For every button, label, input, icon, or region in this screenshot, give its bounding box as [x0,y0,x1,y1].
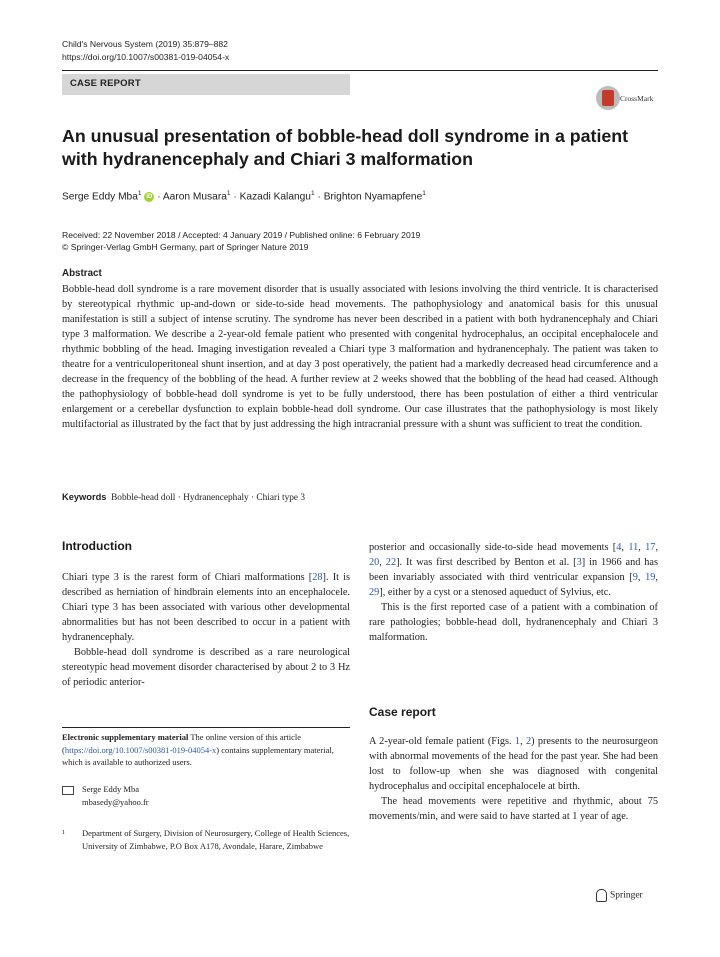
publication-dates [62,229,420,253]
supplementary-label: Electronic supplementary material [62,732,189,742]
figure-link[interactable]: 1 [514,736,521,747]
keywords-list: Bobble-head doll · Hydranencephaly · Chiari type 3 [111,493,305,503]
footnote-rule [62,727,350,728]
right-column-top [369,540,658,645]
right-column-bottom [369,734,658,824]
contact-email[interactable]: mbasedy@yahoo.fr [82,796,149,807]
introduction-heading: Introduction [62,539,132,553]
crossmark-icon [596,86,620,110]
corresponding-author [62,783,350,808]
journal-citation: Child's Nervous System (2019) 35:879–882 [62,39,228,49]
author-name[interactable]: Serge Eddy Mba [62,191,138,203]
citation-link[interactable]: 28 [312,572,323,583]
copyright-line: © Springer-Verlag GmbH Germany, part of Springer Nature 2019 [62,242,309,252]
intro-paragraph-1: Chiari type 3 is the rarest form of Chiari malformations [28]. It is described as herniation of hindbrain elements into an encephalocele. Chiari type 3 has been associated with various other developmental abnormalities but has not been described to occur in a patient with hydranencephaly. [62,572,351,643]
author-affiliation-mark: 1 [226,190,231,197]
citation-link[interactable]: 4 [616,542,622,553]
history-dates: Received: 22 November 2018 / Accepted: 4 January 2019 / Published online: 6 February 2019 [62,230,421,240]
journal-header [62,38,229,64]
orcid-icon[interactable]: iD [146,193,153,200]
intro-paragraph-2-continued: posterior and occasionally side-to-side head movements [4, 11, 17, 20, 22]. It was first described by Benton et al. [3] in 1966 and has been invariably associated with third ventricular expansion [9, 19, 29], either by a cyst or a stenosed aqueduct of Sylvius, etc. [369,542,659,598]
citation-link[interactable]: 3 [576,557,582,568]
publisher-logo [596,889,643,902]
citation-link[interactable]: 17 [645,542,656,553]
article-category-band [62,74,350,95]
abstract-heading: Abstract [62,268,102,279]
publisher-name: Springer [610,890,643,901]
figure-link[interactable]: 2 [525,736,532,747]
abstract-text: Bobble-head doll syndrome is a rare movement disorder that is usually associated with lesions involving the third ventricle. It is characterised by stereotypical rhythmic up-and-down or side-to-side head movements. The pathophysiology and anatomical basis for this unusual manifestation is still a subject of intense scrutiny. The syndrome has never been described in a patient with both hydranencephaly and Chiari type 3 malformation. We describe a 2-year-old female patient who presented with congenital hydrocephalus, an occipital encephalocele and rhythmic bobbling of the head. Imaging investigation revealed a Chiari type 3 malformation and hydranencephaly. The patient was taken to theatre for a ventriculoperitoneal shunt insertion, and at day 3 post operatively, the patient had a markedly decreased head circumference and a decrease in the frequency of the bobbling of the head. A further review at 2 weeks showed that the bobbling of the head had ceased. Although the pathophysiology of bobble-head doll syndrome is yet to be fully understood, there has been postulation of either a third ventricular enlargement or a cerebellar dysfunction to explain bobble-head doll syndrome. Our case illustrates that the pathophysiology is most likely multifactorial as illustrated by the fact that by just addressing the high intracranial pressure with a shunt was sufficient to treat the condition. [62,284,658,430]
supplementary-footnote: Electronic supplementary material The online version of this article (https://doi.org/10.1007/s00381-019-04054-x) contains supplementary material, which is available to authorized users. [62,732,334,767]
citation-link[interactable]: 29 [369,587,380,598]
case-report-heading: Case report [369,705,436,719]
case-paragraph-2: The head movements were repetitive and rhythmic, about 75 movements/min, and were said to have started at 1 year of age. [369,796,658,822]
envelope-icon [62,786,74,795]
case-paragraph-1: A 2-year-old female patient (Figs. 1, 2) presents to the neurosurgeon with abnormal movements of the head for the past year. She had been lost to follow-up when she was diagnosed with congenital hydrocephalus and occipital encephalocele at birth. [369,736,658,792]
supplementary-link[interactable]: https://doi.org/10.1007/s00381-019-04054-x [64,744,217,755]
crossmark-button[interactable] [596,86,660,112]
intro-paragraph-2: Bobble-head doll syndrome is described as a rare neurological stereotypic head movement disorder characterised by about 2 to 3 Hz of periodic anterior- [62,647,350,688]
article-title: An unusual presentation of bobble-head doll syndrome in a patient with hydranencephaly and Chiari 3 malformation [62,126,629,169]
journal-doi[interactable]: https://doi.org/10.1007/s00381-019-04054-x [62,52,230,62]
crossmark-label: CrossMark [620,94,654,103]
keywords [62,492,305,503]
keywords-label: Keywords [62,492,107,502]
author-list [62,190,426,202]
article-category: CASE REPORT [70,78,141,89]
affiliation-number: 1 [62,829,66,836]
author-name[interactable]: Aaron Musara [162,191,227,203]
contact-name: Serge Eddy Mba [82,784,139,794]
author-name[interactable]: Brighton Nyamapfene [323,191,423,203]
author-separator: · [317,191,321,203]
author-affiliation-mark: 1 [422,190,426,197]
header-rule [62,70,658,71]
citation-link[interactable]: 19 [645,572,656,583]
springer-horse-icon [596,889,607,902]
author-affiliation-mark: 1 [137,190,142,197]
author-affiliation-mark: 1 [310,190,315,197]
citation-link[interactable]: 20 [369,557,380,568]
left-column [62,570,350,690]
citation-link[interactable]: 9 [632,572,638,583]
author-separator: · [233,191,237,203]
affiliation-text: Department of Surgery, Division of Neurosurgery, College of Health Sciences, University of Zimbabwe, P.O Box A178, Avondale, Harare, Zimbabwe [82,828,350,851]
author-separator: · [157,191,161,203]
intro-paragraph-3: This is the first reported case of a patient with a combination of rare pathologies; bobble-head doll, hydranencephaly and Chiari 3 malformation. [369,602,658,643]
author-name[interactable]: Kazadi Kalangu [239,191,311,203]
citation-link[interactable]: 11 [628,542,639,553]
citation-link[interactable]: 22 [385,557,397,568]
